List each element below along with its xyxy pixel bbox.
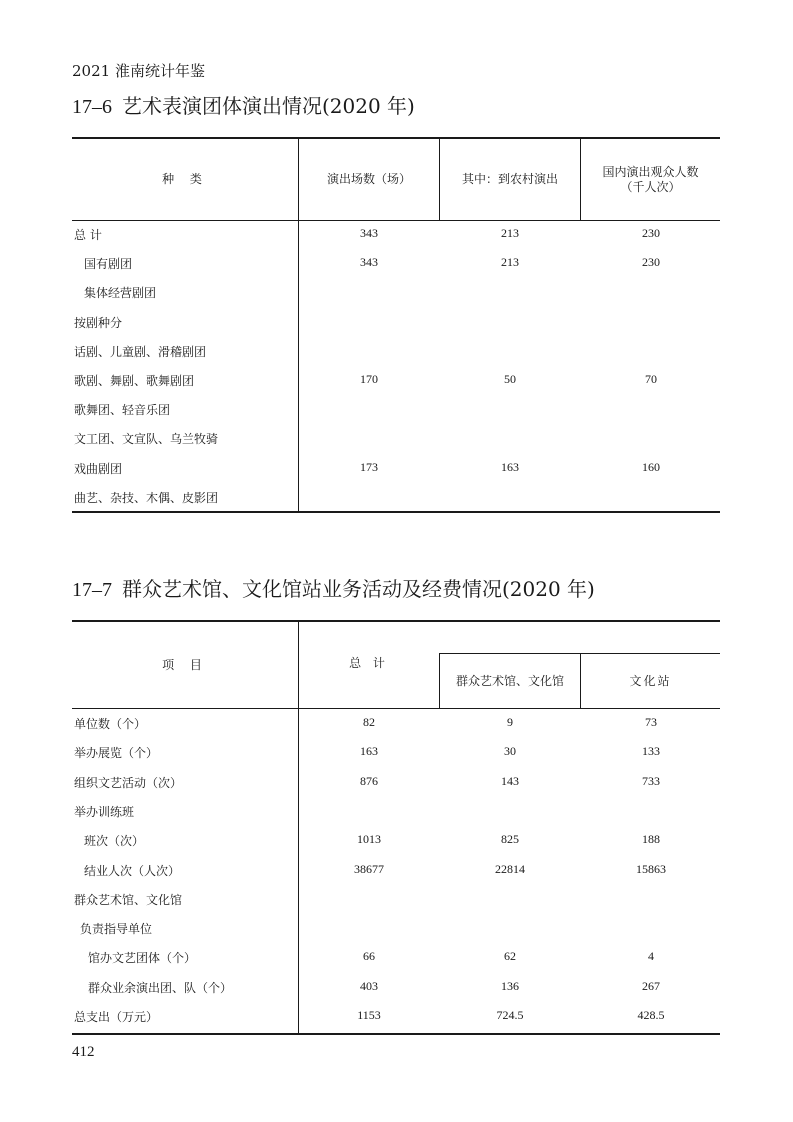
table-title-text: 艺术表演团体演出情况(2020 年) [122,94,415,118]
header-category: 种 类 [162,172,208,186]
cell-value: 160 [642,459,660,474]
cell-value: 163 [501,459,519,474]
table-17-6-title [72,90,415,119]
cell-value: 1153 [357,1008,381,1022]
cell-value: 213 [501,226,519,240]
cell-value: 343 [360,255,378,270]
row-label: 组织文艺活动（次） [74,775,183,790]
header-rule [72,708,720,709]
cell-value: 30 [504,744,516,759]
cell-value: 133 [642,744,660,759]
row-label: 单位数（个） [74,717,147,731]
header-art-centers: 群众艺术馆、文化馆 [455,673,564,688]
header-rural-performances: 其中：到农村演出 [461,172,558,186]
bottom-rule [72,511,720,513]
header-audience: 国内演出观众人数 （千人次） [602,164,699,194]
cell-value: 403 [360,978,378,993]
row-label: 举办训练班 [74,804,135,819]
cell-value: 4 [648,949,654,964]
row-label: 负责指导单位 [80,922,153,937]
table-17-7-title [72,573,595,602]
header-item: 项 目 [162,657,208,672]
row-label: 话剧、儿童剧、滑稽剧团 [74,344,207,359]
cell-value: 733 [642,773,660,788]
cell-value: 22814 [495,861,525,876]
header-rule [72,220,720,221]
row-label: 总 计 [74,228,102,242]
row-label: 馆办文艺团体（个） [88,951,197,966]
cell-value: 188 [642,832,660,847]
cell-value: 173 [360,459,378,474]
row-label: 国有剧团 [84,257,133,272]
cell-value: 50 [504,372,516,386]
cell-value: 163 [360,744,378,759]
row-label: 歌舞团、轻音乐团 [74,403,171,418]
cell-value: 143 [501,773,519,788]
row-label: 按剧种分 [74,315,123,330]
table-number: 17–7 [72,579,112,601]
row-label: 结业人次（人次） [84,863,181,878]
cell-value: 230 [642,255,660,270]
cell-value: 1013 [357,832,381,847]
header-culture-stations: 文化站 [629,673,672,688]
cell-value: 230 [642,226,660,240]
row-label: 戏曲剧团 [74,461,123,476]
cell-value: 70 [645,372,657,386]
row-label: 曲艺、杂技、木偶、皮影团 [74,490,219,505]
cell-value: 428.5 [637,1008,665,1022]
header-performances: 演出场数（场） [326,172,411,186]
table-number: 17–6 [72,96,112,118]
cell-value: 170 [360,372,378,386]
cell-value: 62 [504,949,516,964]
row-label: 歌剧、舞剧、歌舞剧团 [74,374,195,388]
bottom-rule [72,1033,720,1035]
cell-value: 73 [645,715,657,729]
row-label: 文工团、文宣队、乌兰牧骑 [74,432,219,447]
cell-value: 724.5 [496,1008,524,1022]
cell-value: 825 [501,832,519,847]
row-label: 群众业余演出团、队（个） [88,980,233,995]
cell-value: 136 [501,978,519,993]
row-label: 集体经营剧团 [84,286,157,301]
page-number: 412 [72,1044,95,1060]
row-label: 群众艺术馆、文化馆 [74,892,183,907]
cell-value: 9 [507,715,513,729]
cell-value: 343 [360,226,378,240]
cell-value: 15863 [636,861,666,876]
row-label: 班次（次） [84,834,145,849]
row-label: 举办展览（个） [74,746,159,761]
cell-value: 267 [642,978,660,993]
cell-value: 213 [501,255,519,270]
cell-value: 38677 [354,861,384,876]
cell-value: 876 [360,773,378,788]
header-total: 总 计 [349,655,389,670]
row-label: 总支出（万元） [74,1010,159,1024]
running-head: 2021 淮南统计年鉴 [72,62,205,80]
cell-value: 66 [363,949,375,964]
table-title-text: 群众艺术馆、文化馆站业务活动及经费情况(2020 年) [122,577,595,601]
cell-value: 82 [363,715,375,729]
